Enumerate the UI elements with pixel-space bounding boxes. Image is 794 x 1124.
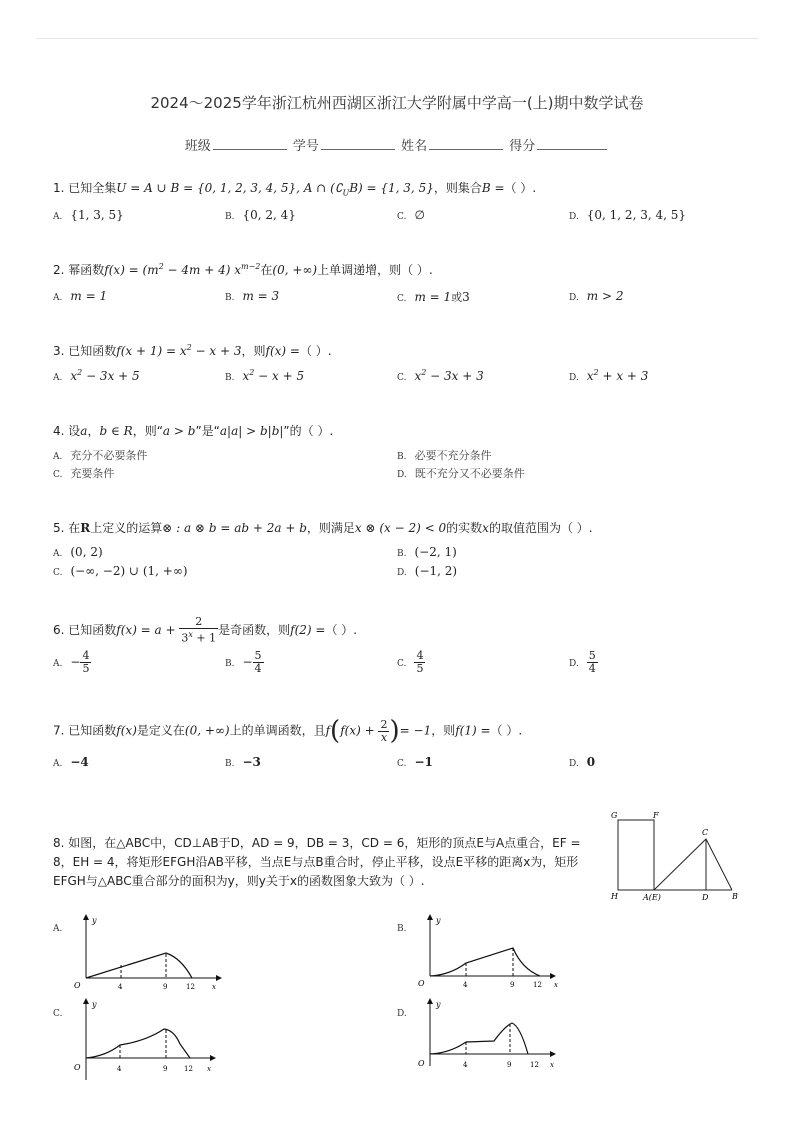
curve-b: [430, 948, 540, 976]
q2-text: 上单调递增，则（ ）.: [317, 263, 433, 277]
q3-math: 2: [186, 343, 192, 352]
option-text: (0, 2): [70, 545, 103, 559]
option-letter: C.: [397, 294, 407, 304]
curve-c: [86, 1029, 190, 1058]
curve-d: [430, 1023, 528, 1054]
tick-12: 12: [530, 1061, 539, 1069]
q1-text: 已知全集: [68, 181, 117, 195]
header-rule: [36, 38, 758, 39]
q3-text: 已知函数: [68, 344, 117, 358]
q3-option-b[interactable]: [225, 368, 304, 383]
q4-math: a|a| > b|b|: [219, 424, 284, 438]
fraction-denominator: 4: [254, 662, 262, 675]
q7-math: f(1) =: [455, 723, 491, 738]
label-a-e: A(E): [643, 893, 661, 902]
option-text: x: [414, 369, 422, 383]
option-text: (−2, 1): [414, 545, 457, 559]
q6-math: f(x) = a +: [116, 622, 176, 637]
q2-number: 2.: [53, 263, 65, 277]
fraction-denominator: 4: [588, 662, 596, 675]
q8-graph-c: [66, 996, 226, 1082]
option-text: 2: [77, 368, 83, 377]
y-axis-arrow-icon: [83, 998, 89, 1004]
q3-math: − x + 3: [191, 344, 242, 358]
student-info-line: [0, 135, 794, 154]
q7-option-a[interactable]: [53, 755, 89, 769]
option-text: m = 3: [242, 289, 280, 303]
option-text: 3: [462, 290, 470, 304]
q7-option-c[interactable]: [397, 755, 433, 769]
option-letter: A.: [53, 659, 63, 669]
q7-fraction: [378, 719, 389, 744]
q3-number: 3.: [53, 344, 65, 358]
fraction-denominator: x: [188, 630, 193, 639]
question-4: [53, 422, 333, 439]
q7-math: f(x) +: [340, 723, 375, 738]
question-8: [53, 834, 598, 891]
x-axis-arrow-icon: [550, 973, 556, 979]
q4-option-d[interactable]: [397, 465, 525, 481]
q6-text: （ ）.: [325, 622, 358, 637]
student-id-blank[interactable]: [321, 137, 395, 150]
fraction-denominator: + 1: [192, 631, 217, 645]
fraction-numerator: 4: [416, 649, 424, 662]
fraction-numerator: 5: [254, 649, 262, 662]
q3-option-c[interactable]: [397, 368, 484, 383]
option-text: x: [70, 369, 78, 383]
q4-math: b ∈ R: [99, 424, 133, 438]
q2-text: 幂函数: [68, 263, 105, 277]
fraction-numerator: 2: [380, 717, 388, 731]
y-axis-arrow-icon: [83, 914, 89, 920]
q5-option-a[interactable]: [53, 545, 103, 559]
q8-graph-a: [66, 912, 226, 994]
q7-text: 是定义在: [136, 723, 185, 738]
q5-option-c[interactable]: [53, 564, 188, 578]
tick-4: 4: [117, 1065, 122, 1073]
origin-label: O: [74, 981, 81, 990]
x-axis-arrow-icon: [550, 1051, 556, 1057]
label-f: F: [653, 811, 659, 820]
option-letter: C.: [397, 212, 407, 222]
y-label: y: [436, 1000, 441, 1009]
q1-option-a[interactable]: [53, 208, 124, 222]
q7-text: ，则: [431, 723, 456, 738]
option-text: 2: [421, 368, 427, 377]
q6-math: f(2) =: [290, 622, 326, 637]
q4-number: 4.: [53, 424, 65, 438]
option-letter: D.: [569, 659, 579, 669]
fraction-denominator: 5: [82, 662, 90, 675]
curve-a: [86, 953, 192, 978]
q8-text: 如图，在△ABC中，CD⊥AB于D，AD = 9，DB = 3，CD = 6，矩形的顶点E与A点重合，EF = 8，EH = 4，将矩形EFGH沿AB平移，当点E与点B重合时，停止平移，设点E平移的距离x为，矩形EFGH与△ABC重合部分的面积为y，则y关于x的函数图象大致为（ ）.: [53, 836, 581, 888]
q7-number: 7.: [53, 723, 65, 738]
option-text: −: [70, 655, 81, 669]
option-letter: B.: [397, 549, 407, 559]
tick-9: 9: [507, 1061, 512, 1069]
q7-math: (0, +∞): [184, 723, 230, 738]
q5-math: ⊗ : a ⊗ b = ab + 2a + b: [162, 521, 307, 535]
option-text: 充要条件: [70, 467, 115, 480]
label-b: B: [732, 892, 738, 901]
option-letter: B.: [225, 373, 235, 383]
option-letter: D.: [569, 293, 579, 303]
q6-text: 是奇函数，则: [218, 622, 291, 637]
option-letter: C.: [397, 759, 407, 769]
option-text: m > 2: [586, 289, 624, 303]
option-text: + x + 3: [598, 369, 649, 383]
q8-graph-b: [410, 912, 570, 994]
q5-option-d[interactable]: [397, 564, 457, 578]
fraction-numerator: 2: [179, 616, 218, 629]
question-6: [53, 616, 357, 645]
option-letter: D.: [397, 470, 407, 480]
rectangle-efgh: [618, 820, 654, 890]
option-text: −4: [70, 755, 89, 769]
option-letter: B.: [225, 212, 235, 222]
left-paren: (: [330, 716, 341, 746]
x-label: x: [207, 1065, 211, 1073]
option-fraction: [253, 650, 264, 675]
option-letter: A.: [53, 212, 63, 222]
q2-math: f(x) = (m: [104, 263, 159, 277]
q5-text: ，则满足: [306, 521, 355, 535]
q2-math: m−2: [241, 262, 261, 271]
fraction-denominator: 5: [416, 662, 424, 675]
origin-label: O: [418, 1059, 425, 1068]
q8-geometry-figure: [606, 808, 756, 904]
q6-option-d[interactable]: [569, 650, 598, 675]
option-text: −: [242, 655, 253, 669]
option-letter: B.: [225, 759, 235, 769]
option-letter: A.: [53, 452, 63, 462]
name-label: 姓名: [401, 139, 428, 154]
tick-9: 9: [163, 983, 168, 991]
x-label: x: [212, 983, 216, 991]
q2-option-d[interactable]: [569, 289, 623, 303]
option-letter: D.: [569, 373, 579, 383]
q3-math: f(x) =: [265, 344, 300, 358]
y-label: y: [436, 916, 441, 925]
q2-text: 在: [260, 263, 273, 277]
q5-text: 在: [68, 521, 81, 535]
option-text: 既不充分又不必要条件: [414, 467, 525, 480]
q1-math: U = A ∪ B = {0, 1, 2, 3, 4, 5}: [116, 181, 297, 195]
option-text: 必要不充分条件: [414, 449, 492, 462]
tick-12: 12: [186, 983, 195, 991]
class-blank[interactable]: [213, 137, 287, 150]
score-blank[interactable]: [537, 137, 607, 150]
option-letter: A.: [53, 293, 63, 303]
option-letter: C.: [53, 470, 63, 480]
tick-9: 9: [163, 1065, 168, 1073]
q4-text: ，: [87, 424, 100, 438]
option-letter: A.: [53, 924, 63, 934]
q8-number: 8.: [53, 836, 65, 850]
y-axis-arrow-icon: [427, 914, 433, 920]
option-letter: D.: [569, 212, 579, 222]
question-7: [53, 716, 522, 746]
tick-4: 4: [118, 983, 123, 991]
option-letter: B.: [397, 452, 407, 462]
option-text: x: [242, 369, 250, 383]
score-label: 得分: [509, 139, 536, 154]
option-letter: B.: [225, 659, 235, 669]
q6-text: 已知函数: [68, 622, 117, 637]
q7-option-b[interactable]: [225, 755, 261, 769]
option-text: 或: [451, 291, 463, 304]
option-letter: D.: [397, 1009, 407, 1019]
option-letter: A.: [53, 373, 63, 383]
option-text: 2: [249, 368, 255, 377]
tick-4: 4: [463, 981, 468, 989]
q3-math: f(x + 1) = x: [116, 344, 187, 358]
right-paren: ): [389, 716, 400, 746]
x-axis-arrow-icon: [210, 1055, 216, 1061]
q7-math: f(x): [116, 723, 137, 738]
option-letter: C.: [53, 568, 63, 578]
x-label: x: [554, 981, 558, 989]
label-h: H: [611, 892, 618, 901]
x-axis-arrow-icon: [216, 975, 222, 981]
name-blank[interactable]: [429, 137, 503, 150]
q7-text: （ ）.: [490, 723, 523, 738]
q1-option-b[interactable]: [225, 208, 296, 222]
q3-text: （ ）.: [299, 344, 332, 358]
option-fraction: [414, 650, 425, 675]
x-label: x: [550, 1061, 554, 1069]
option-text: − 3x + 3: [426, 369, 484, 383]
option-letter: D.: [569, 759, 579, 769]
option-text: 0: [586, 755, 596, 769]
tick-4: 4: [463, 1061, 468, 1069]
option-letter: B.: [225, 293, 235, 303]
fraction-denominator: 3: [181, 631, 189, 645]
q4-text: ，则“: [132, 424, 163, 438]
q5-text: 的取值范围为（ ）.: [488, 521, 593, 535]
q1-number: 1.: [53, 181, 65, 195]
q6-option-a[interactable]: [53, 650, 91, 675]
q4-math: a: [80, 424, 88, 438]
y-label: y: [92, 1000, 97, 1009]
q4-option-a[interactable]: [53, 447, 147, 463]
label-c: C: [702, 828, 709, 837]
student-id-label: 学号: [292, 139, 319, 154]
q6-number: 6.: [53, 622, 65, 637]
q4-option-b[interactable]: [397, 447, 491, 463]
option-text: {1, 3, 5}: [70, 208, 124, 222]
origin-label: O: [74, 1063, 81, 1072]
q7-math: f: [325, 723, 331, 738]
q6-fraction: [179, 616, 218, 645]
option-text: − 3x + 5: [82, 369, 140, 383]
question-1: [53, 179, 536, 197]
option-fraction: [587, 650, 598, 675]
q2-option-b[interactable]: [225, 289, 279, 303]
option-text: (−1, 2): [414, 564, 458, 578]
q4-text: ”的（ ）.: [283, 424, 334, 438]
option-text: −1: [414, 755, 433, 769]
tick-9: 9: [510, 981, 515, 989]
question-2: [53, 261, 433, 278]
q7-math: = −1: [399, 723, 432, 738]
y-axis-arrow-icon: [427, 998, 433, 1004]
option-text: 充分不必要条件: [70, 449, 148, 462]
q3-text: ，则: [241, 344, 266, 358]
label-g: G: [611, 811, 618, 820]
q6-option-b[interactable]: [225, 650, 264, 675]
option-text: x: [586, 369, 594, 383]
q2-math: (0, +∞): [272, 263, 318, 277]
y-label: y: [92, 916, 97, 925]
option-letter: A.: [53, 549, 63, 559]
q3-option-d[interactable]: [569, 368, 648, 383]
q1-math: , A ∩ (∁: [296, 181, 343, 195]
option-text: {0, 1, 2, 3, 4, 5}: [586, 208, 686, 222]
option-text: {0, 2, 4}: [242, 208, 296, 222]
origin-label: O: [418, 979, 425, 988]
option-letter: D.: [397, 568, 407, 578]
q7-text: 已知函数: [68, 723, 117, 738]
fraction-numerator: 4: [82, 649, 90, 662]
q6-option-c[interactable]: [397, 650, 425, 675]
q1-text: （ ）.: [504, 181, 537, 195]
q7-text: 上的单调函数，且: [229, 723, 326, 738]
label-d: D: [702, 893, 709, 902]
option-text: −3: [242, 755, 261, 769]
option-text: 2: [593, 368, 599, 377]
q2-math: − 4m + 4) x: [163, 263, 241, 277]
class-label: 班级: [184, 139, 211, 154]
q4-math: a > b: [162, 424, 196, 438]
option-text: − x + 5: [254, 369, 305, 383]
option-letter: B.: [397, 924, 407, 934]
option-fraction: [80, 650, 91, 675]
q5-number: 5.: [53, 521, 65, 535]
tick-12: 12: [533, 981, 542, 989]
question-5: [53, 519, 593, 536]
exam-title: 2024～2025学年浙江杭州西湖区浙江大学附属中学高一(上)期中数学试卷: [150, 94, 644, 112]
triangle-abc-sides: [654, 839, 732, 890]
q1-math: B) = {1, 3, 5}: [349, 181, 434, 195]
q2-option-c[interactable]: [397, 289, 470, 305]
q5-math: x: [482, 521, 489, 535]
q4-text: ”是“: [195, 424, 220, 438]
option-text: (−∞, −2) ∪ (1, +∞): [70, 564, 188, 578]
fraction-numerator: 5: [588, 649, 596, 662]
q5-text: 上定义的运算: [90, 521, 163, 535]
fraction-denominator: x: [380, 730, 388, 744]
option-text: m = 1: [70, 289, 108, 303]
q2-option-a[interactable]: [53, 289, 107, 303]
q7-option-d[interactable]: [569, 755, 595, 769]
option-letter: C.: [53, 1009, 63, 1019]
q5-math: R: [80, 521, 91, 535]
q1-math: B =: [481, 181, 505, 195]
q8-graph-d: [410, 996, 570, 1082]
tick-12: 12: [184, 1065, 193, 1073]
q4-option-c[interactable]: [53, 465, 114, 481]
q1-text: ，则集合: [433, 181, 482, 195]
q1-option-d[interactable]: [569, 208, 686, 222]
q2-math: 2: [158, 262, 164, 271]
q1-math: U: [342, 188, 350, 198]
q1-option-c[interactable]: [397, 208, 425, 222]
question-3: [53, 342, 332, 359]
q3-option-a[interactable]: [53, 368, 140, 383]
option-letter: C.: [397, 373, 407, 383]
option-text: ∅: [414, 208, 425, 222]
option-letter: A.: [53, 759, 63, 769]
option-text: m = 1: [414, 290, 452, 304]
option-letter: C.: [397, 659, 407, 669]
q5-text: 的实数: [446, 521, 483, 535]
q5-option-b[interactable]: [397, 545, 457, 559]
q4-text: 设: [68, 424, 81, 438]
q5-math: x ⊗ (x − 2) < 0: [354, 521, 447, 535]
